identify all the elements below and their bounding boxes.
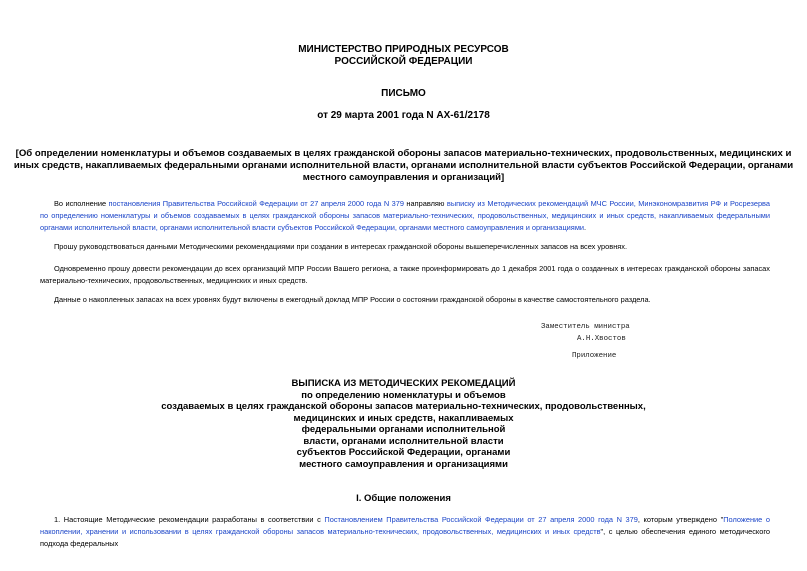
section-title: I. Общие положения xyxy=(356,493,451,504)
extract-title xyxy=(0,378,807,470)
p2-text: Прошу руководствоваться данными Методическими рекомендациями при создании в интересах гражданской обороны вышеперечисленных запасов на всех уровнях. xyxy=(54,242,628,251)
ministry-line2: РОССИЙСКОЙ ФЕДЕРАЦИИ xyxy=(334,56,473,67)
appendix-label: Приложение xyxy=(572,352,617,360)
extract-line4: медицинских и иных средств, накапливаемых xyxy=(293,412,514,424)
extract-line7: субъектов Российской Федерации, органами xyxy=(296,447,511,458)
subject-line1: [Об определении номенклатуры и объемов создаваемых в целях гражданской обороны запасов материально-технических, продовольственных, медицинских и xyxy=(15,148,792,159)
p1-text-a: Во исполнение xyxy=(54,199,109,208)
extract-line2: по определению номенклатуры и объемов xyxy=(301,389,506,401)
p1-text-c: . xyxy=(584,223,587,232)
signature-position: Заместитель министра xyxy=(541,323,630,331)
link-government-decree[interactable]: постановления Правительства Российской Федерации от 27 апреля 2000 года N 379 xyxy=(108,199,404,208)
p1-text-b: направляю xyxy=(403,199,447,208)
extract-line5: федеральными органами исполнительной xyxy=(301,424,506,435)
subject-block xyxy=(0,148,807,184)
paragraph-4 xyxy=(40,294,770,306)
signature-name: А.Н.Хвостов xyxy=(577,335,626,343)
extract-line1: ВЫПИСКА ИЗ МЕТОДИЧЕСКИХ РЕКОМЕДАЦИЙ xyxy=(291,378,516,389)
s1-text-a: 1. Настоящие Методические рекомендации разработаны в соответствии с xyxy=(54,515,325,524)
paragraph-2 xyxy=(40,241,770,253)
link-decree-379[interactable]: Постановлением Правительства Российской Федерации от 27 апреля 2000 года N 379 xyxy=(324,515,638,524)
paragraph-1 xyxy=(40,198,770,234)
ministry-title xyxy=(0,44,807,68)
ministry-line1: МИНИСТЕРСТВО ПРИРОДНЫХ РЕСУРСОВ xyxy=(298,44,509,55)
subject-line2: иных средств, накапливаемых федеральными органами исполнительной власти, органами исполнительной власти субъектов Российской Федерации, органами xyxy=(13,160,794,171)
extract-line8: местного самоуправления и организациями xyxy=(299,458,508,470)
s1-text-b: , которым утверждено " xyxy=(637,515,724,524)
s1-text-c: ", с целью обеспечения единого методического подхода федеральных xyxy=(40,527,770,548)
p4-text: Данные о накопленных запасах на всех уровнях будут включены в ежегодный доклад МПР России о состоянии гражданской обороны в качестве самостоятельного раздела. xyxy=(54,295,651,304)
p3-text: Одновременно прошу довести рекомендации до всех организаций МПР России Вашего региона, а также проинформировать до 1 декабря 2001 года о созданных в интересах гражданской обороны запасах материально-технических, продовольственных, медицинских и иных средств. xyxy=(40,264,770,285)
link-regulation-storage[interactable]: Положение о накоплении, хранении и использовании в целях гражданской обороны запасов материально-технических, продовольственных, медицинских и иных средств xyxy=(40,515,770,536)
paragraph-3 xyxy=(40,263,770,287)
extract-line6: власти, органами исполнительной власти xyxy=(303,435,504,447)
subject-line3: местного самоуправления и организаций] xyxy=(302,172,505,183)
section1-paragraph-1 xyxy=(40,514,770,550)
link-methodical-extract[interactable]: выписку из Методических рекомендаций МЧС России, Минэкономразвития РФ и Росрезерва по определению номенклатуры и объемов создаваемых в целях гражданской обороны запасов материально-технических, продовольственных, медицинских и иных средств, накапливаемых федеральными органами исполнительной власти, органами исполнительной власти субъектов Российской Федерации, органами местного самоуправления и организациями xyxy=(40,199,771,232)
doc-type: ПИСЬМО xyxy=(381,88,426,99)
doc-date-number: от 29 марта 2001 года N АХ-61/2178 xyxy=(317,110,490,121)
extract-line3: создаваемых в целях гражданской обороны запасов материально-технических, продовольственных, xyxy=(161,401,646,412)
